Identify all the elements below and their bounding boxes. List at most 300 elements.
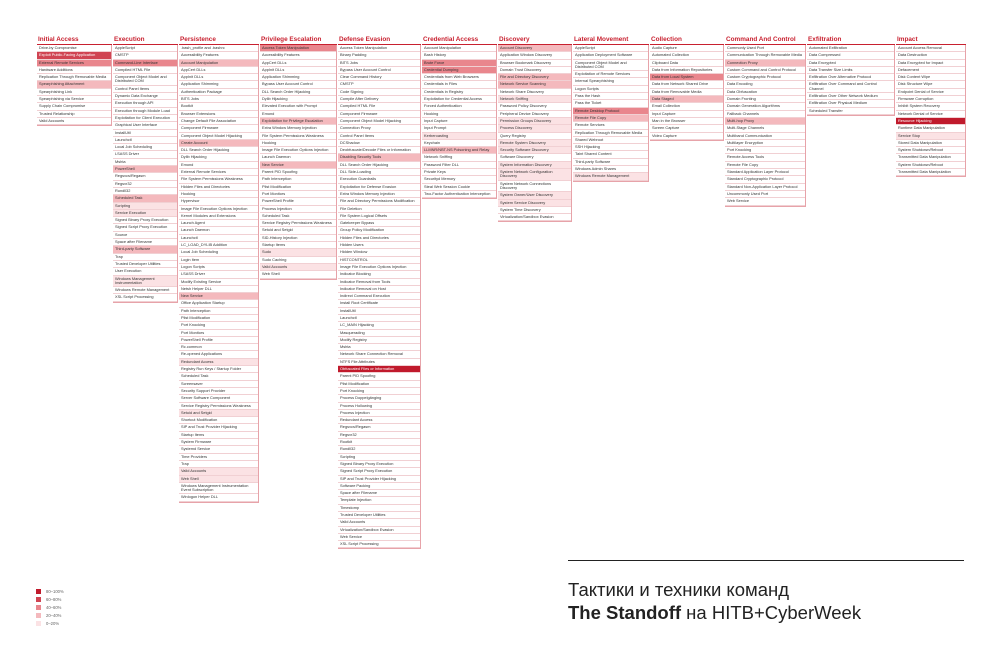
technique-cell: Access Token Manipulation <box>260 45 336 52</box>
technique-cell: Authentication Package <box>179 89 258 96</box>
technique-cell: Data Transfer Size Limits <box>807 67 894 74</box>
technique-cell: Local Job Scheduling <box>179 249 258 256</box>
tactic-header: Execution <box>114 36 145 43</box>
technique-cell: NTFS File Attributes <box>338 359 420 366</box>
technique-cell: Taint Shared Content <box>573 151 648 158</box>
technique-cell: Hidden Files and Directories <box>179 184 258 191</box>
technique-cell: LLMNR/NBT-NS Poisoning and Relay <box>422 147 496 154</box>
technique-cell: AppleScript <box>113 45 177 52</box>
technique-cell: Input Capture <box>650 111 723 118</box>
technique-cell: Indicator Removal on Host <box>338 286 420 293</box>
technique-cell: Service Registry Permissions Weakness <box>179 403 258 410</box>
technique-cell: Data from Information Repositories <box>650 67 723 74</box>
tactic-technique-list <box>113 45 178 303</box>
technique-cell: Disabling Security Tools <box>338 154 420 161</box>
technique-cell: Indirect Command Execution <box>338 293 420 300</box>
technique-cell: DLL Search Order Hijacking <box>260 89 336 96</box>
technique-cell: Resource Hijacking <box>896 118 965 125</box>
technique-cell: Systemd Service <box>179 446 258 453</box>
technique-cell: CMSTP <box>113 52 177 59</box>
technique-cell: Drive-by Compromise <box>37 45 111 52</box>
technique-cell: Hidden Files and Directories <box>338 235 420 242</box>
technique-cell: Startup Items <box>179 432 258 439</box>
technique-cell: Service Registry Permissions Weakness <box>260 220 336 227</box>
tactic-column <box>650 36 724 141</box>
technique-cell: Scheduled Transfer <box>807 108 894 115</box>
tactic-technique-list <box>37 45 112 126</box>
technique-cell: Extra Window Memory Injection <box>338 191 420 198</box>
technique-cell: Domain Generation Algorithms <box>725 103 805 110</box>
technique-cell: Service Stop <box>896 133 965 140</box>
technique-cell: File and Directory Permissions Modification <box>338 198 420 205</box>
tactic-header: Exfiltration <box>808 36 842 43</box>
technique-cell: PowerShell Profile <box>179 337 258 344</box>
technique-cell: Scripting <box>113 203 177 210</box>
technique-cell: Redundant Access <box>338 417 420 424</box>
legend-label: 40–60% <box>46 605 62 610</box>
technique-cell: Pass the Ticket <box>573 100 648 107</box>
legend-label: 60–80% <box>46 597 62 602</box>
technique-cell: InstallUtil <box>113 130 177 137</box>
technique-cell: Exfiltration Over Other Network Medium <box>807 93 894 100</box>
technique-cell: Application Shimming <box>179 81 258 88</box>
technique-cell: Hidden Window <box>338 249 420 256</box>
technique-cell: Process Injection <box>338 410 420 417</box>
technique-cell: Account Discovery <box>498 45 571 52</box>
technique-cell: Startup Items <box>260 242 336 249</box>
technique-cell: Service Execution <box>113 210 177 217</box>
technique-cell: SID-History Injection <box>260 235 336 242</box>
technique-cell: Fallback Channels <box>725 111 805 118</box>
technique-cell: Windows Management Instrumentation Event Subscription <box>179 483 258 495</box>
technique-cell: Runtime Data Manipulation <box>896 125 965 132</box>
technique-cell: Communication Through Removable Media <box>725 52 805 59</box>
technique-cell: SSH Hijacking <box>573 144 648 151</box>
legend-swatch <box>36 613 41 618</box>
technique-cell: Connection Proxy <box>338 125 420 132</box>
technique-cell: Process Injection <box>260 206 336 213</box>
technique-cell: Private Keys <box>422 169 496 176</box>
technique-cell: Endpoint Denial of Service <box>896 89 965 96</box>
technique-cell: Peripheral Device Discovery <box>498 111 571 118</box>
technique-cell: Trusted Developer Utilities <box>113 261 177 268</box>
technique-cell: Data from Network Shared Drive <box>650 81 723 88</box>
technique-cell: Multiband Communication <box>725 133 805 140</box>
technique-cell: System Information Discovery <box>498 162 571 169</box>
technique-cell: File and Directory Discovery <box>498 74 571 81</box>
legend-entry <box>36 588 64 595</box>
technique-cell: Application Deployment Software <box>573 52 648 59</box>
technique-cell: Code Signing <box>338 89 420 96</box>
technique-cell: Exfiltration Over Command and Control Channel <box>807 81 894 93</box>
technique-cell: Standard Cryptographic Protocol <box>725 176 805 183</box>
technique-cell: Indicator Removal from Tools <box>338 279 420 286</box>
technique-cell: SIP and Trust Provider Hijacking <box>179 424 258 431</box>
technique-cell: Kernel Modules and Extensions <box>179 213 258 220</box>
technique-cell: Standard Non-Application Layer Protocol <box>725 184 805 191</box>
tactic-column <box>422 36 497 199</box>
technique-cell: Mshta <box>113 159 177 166</box>
technique-cell: LSASS Driver <box>113 151 177 158</box>
technique-cell: Security Support Provider <box>179 388 258 395</box>
technique-cell: System Owner/User Discovery <box>498 192 571 199</box>
technique-cell: Server Software Component <box>179 395 258 402</box>
technique-cell: External Remote Services <box>37 60 111 67</box>
technique-cell: PowerShell <box>113 166 177 173</box>
technique-cell: Custom Cryptographic Protocol <box>725 74 805 81</box>
technique-cell: Netsh Helper DLL <box>179 286 258 293</box>
tactic-column <box>260 36 337 280</box>
technique-cell: Accessibility Features <box>260 52 336 59</box>
technique-cell: Component Object Model and Distributed COM <box>113 74 177 86</box>
technique-cell: Install Root Certificate <box>338 300 420 307</box>
technique-cell: Execution through API <box>113 100 177 107</box>
tactic-column <box>113 36 178 303</box>
technique-cell: Dylib Hijacking <box>179 154 258 161</box>
technique-cell: Standard Application Layer Protocol <box>725 169 805 176</box>
technique-cell: Plist Modification <box>338 381 420 388</box>
technique-cell: Execution through Module Load <box>113 108 177 115</box>
technique-cell: Rundll32 <box>113 188 177 195</box>
technique-cell: Trap <box>179 461 258 468</box>
technique-cell: Network Service Scanning <box>498 81 571 88</box>
technique-cell: Defacement <box>896 67 965 74</box>
technique-cell: Scripting <box>338 454 420 461</box>
technique-cell: Video Capture <box>650 133 723 140</box>
technique-cell: Valid Accounts <box>37 118 111 125</box>
technique-cell: Indicator Blocking <box>338 271 420 278</box>
technique-cell: Spearphishing via Service <box>37 96 111 103</box>
technique-cell: Launch Agent <box>179 220 258 227</box>
technique-cell: Web Shell <box>179 476 258 483</box>
legend-entry <box>36 604 64 611</box>
technique-cell: Port Knocking <box>338 388 420 395</box>
technique-cell: Clipboard Data <box>650 60 723 67</box>
technique-cell: Process Hollowing <box>338 403 420 410</box>
technique-cell: Multilayer Encryption <box>725 140 805 147</box>
technique-cell: Valid Accounts <box>260 264 336 271</box>
tactic-technique-list <box>896 45 966 177</box>
technique-cell: Bypass User Account Control <box>260 81 336 88</box>
technique-cell: Re-opened Applications <box>179 351 258 358</box>
technique-cell: Rc.common <box>179 344 258 351</box>
technique-cell: Dynamic Data Exchange <box>113 93 177 100</box>
technique-cell: Remote File Copy <box>725 162 805 169</box>
technique-cell: Steal Web Session Cookie <box>422 184 496 191</box>
technique-cell: Hidden Users <box>338 242 420 249</box>
technique-cell: DLL Side-Loading <box>338 169 420 176</box>
technique-cell: Input Prompt <box>422 125 496 132</box>
technique-cell: Password Policy Discovery <box>498 103 571 110</box>
technique-cell: Remote File Copy <box>573 115 648 122</box>
technique-cell: AppleScript <box>573 45 648 52</box>
technique-cell: Exploitation for Client Execution <box>113 115 177 122</box>
technique-cell: Compiled HTML File <box>338 103 420 110</box>
technique-cell: Process Doppelgänging <box>338 395 420 402</box>
technique-cell: BITS Jobs <box>338 60 420 67</box>
technique-cell: Template Injection <box>338 497 420 504</box>
technique-cell: Regsvcs/Regasm <box>113 173 177 180</box>
technique-cell: Execution Guardrails <box>338 176 420 183</box>
technique-cell: New Service <box>260 162 336 169</box>
technique-cell: SIP and Trust Provider Hijacking <box>338 476 420 483</box>
legend-label: 0–20% <box>46 621 60 626</box>
tactic-column <box>179 36 259 503</box>
technique-cell: Trap <box>113 254 177 261</box>
technique-cell: Software Packing <box>338 483 420 490</box>
technique-cell: Accessibility Features <box>179 52 258 59</box>
technique-cell: Windows Remote Management <box>573 173 648 180</box>
title-line-1: Тактики и техники команд <box>568 579 790 600</box>
technique-cell: Setuid and Setgid <box>260 227 336 234</box>
technique-cell: Supply Chain Compromise <box>37 103 111 110</box>
technique-cell: Component Object Model and Distributed COM <box>573 60 648 72</box>
technique-cell: Remote Desktop Protocol <box>573 108 648 115</box>
technique-cell: Virtualization/Sandbox Evasion <box>498 214 571 221</box>
tactic-column <box>725 36 806 207</box>
technique-cell: Domain Trust Discovery <box>498 67 571 74</box>
technique-cell: Data Encoding <box>725 81 805 88</box>
legend <box>36 588 64 628</box>
technique-cell: Audio Capture <box>650 45 723 52</box>
tactic-header: Command And Control <box>726 36 796 43</box>
legend-swatch <box>36 605 41 610</box>
technique-cell: Transmitted Data Manipulation <box>896 154 965 161</box>
technique-cell: Network Denial of Service <box>896 111 965 118</box>
technique-cell: Screen Capture <box>650 125 723 132</box>
title-event: на HITB+CyberWeek <box>681 602 862 623</box>
technique-cell: Spearphishing Attachment <box>37 81 111 88</box>
technique-cell: Disk Content Wipe <box>896 74 965 81</box>
technique-cell: Account Manipulation <box>179 60 258 67</box>
technique-cell: Logon Scripts <box>573 86 648 93</box>
technique-cell: Brute Force <box>422 60 496 67</box>
technique-cell: Scheduled Task <box>260 213 336 220</box>
technique-cell: Space after Filename <box>338 490 420 497</box>
technique-cell: Spearphishing Link <box>37 89 111 96</box>
technique-cell: Automated Exfiltration <box>807 45 894 52</box>
technique-cell: XSL Script Processing <box>113 294 177 301</box>
legend-entry <box>36 620 64 627</box>
technique-cell: Uncommonly Used Port <box>725 191 805 198</box>
technique-cell: Elevated Execution with Prompt <box>260 103 336 110</box>
technique-cell: Compile After Delivery <box>338 96 420 103</box>
technique-cell: System Time Discovery <box>498 207 571 214</box>
technique-cell: Binary Padding <box>338 52 420 59</box>
tactic-header: Lateral Movement <box>574 36 629 43</box>
tactic-column <box>498 36 572 222</box>
technique-cell: Gatekeeper Bypass <box>338 220 420 227</box>
technique-cell: Port Knocking <box>179 322 258 329</box>
technique-cell: Trusted Developer Utilities <box>338 512 420 519</box>
technique-cell: Image File Execution Options Injection <box>260 147 336 154</box>
technique-cell: Hooking <box>260 140 336 147</box>
technique-cell: LC_MAIN Hijacking <box>338 322 420 329</box>
technique-cell: Custom Command and Control Protocol <box>725 67 805 74</box>
technique-cell: Data Destruction <box>896 52 965 59</box>
technique-cell: Clear Command History <box>338 74 420 81</box>
technique-cell: DLL Search Order Hijacking <box>338 162 420 169</box>
technique-cell: Image File Execution Options Injection <box>179 206 258 213</box>
technique-cell: Scheduled Task <box>179 373 258 380</box>
technique-cell: Hooking <box>179 191 258 198</box>
technique-cell: Sudo <box>260 249 336 256</box>
technique-cell: Automated Collection <box>650 52 723 59</box>
tactic-header: Persistence <box>180 36 216 43</box>
technique-cell: Component Object Model Hijacking <box>338 118 420 125</box>
technique-cell: Login Item <box>179 257 258 264</box>
technique-cell: Timestomp <box>338 505 420 512</box>
technique-cell: DLL Search Order Hijacking <box>179 147 258 154</box>
technique-cell: LSASS Driver <box>179 271 258 278</box>
technique-cell: Sudo Caching <box>260 257 336 264</box>
technique-cell: Winlogon Helper DLL <box>179 494 258 501</box>
technique-cell: BITS Jobs <box>179 96 258 103</box>
technique-cell: Mshta <box>338 344 420 351</box>
technique-cell: Rundll32 <box>338 446 420 453</box>
technique-cell: LC_LOAD_DYLIB Addition <box>179 242 258 249</box>
technique-cell: Local Job Scheduling <box>113 144 177 151</box>
technique-cell: Path Interception <box>260 176 336 183</box>
technique-cell: Third-party Software <box>113 246 177 253</box>
technique-cell: Replication Through Removable Media <box>573 130 648 137</box>
technique-cell: Connection Proxy <box>725 60 805 67</box>
technique-cell: Network Sniffing <box>498 96 571 103</box>
technique-cell: AppCert DLLs <box>179 67 258 74</box>
tactic-header: Impact <box>897 36 918 43</box>
technique-cell: Securityd Memory <box>422 176 496 183</box>
tactic-header: Privilege Escalation <box>261 36 322 43</box>
technique-cell: Pass the Hash <box>573 93 648 100</box>
technique-cell: CMSTP <box>338 81 420 88</box>
technique-cell: Virtualization/Sandbox Evasion <box>338 527 420 534</box>
technique-cell: System Network Configuration Discovery <box>498 169 571 181</box>
technique-cell: Valid Accounts <box>338 519 420 526</box>
legend-entry <box>36 596 64 603</box>
technique-cell: Office Application Startup <box>179 300 258 307</box>
technique-cell: Credential Dumping <box>422 67 496 74</box>
technique-cell: Change Default File Association <box>179 118 258 125</box>
technique-cell: Source <box>113 232 177 239</box>
technique-cell: Browser Bookmark Discovery <box>498 60 571 67</box>
technique-cell: DCShadow <box>338 140 420 147</box>
technique-cell: AppCert DLLs <box>260 60 336 67</box>
technique-cell: Control Panel Items <box>113 86 177 93</box>
technique-cell: Hardware Additions <box>37 67 111 74</box>
technique-cell: Web Shell <box>260 271 336 278</box>
tactic-technique-list <box>807 45 895 116</box>
technique-cell: Image File Execution Options Injection <box>338 264 420 271</box>
technique-cell: Multi-hop Proxy <box>725 118 805 125</box>
technique-cell: Access Token Manipulation <box>338 45 420 52</box>
technique-cell: Exploitation for Credential Access <box>422 96 496 103</box>
technique-cell: Web Service <box>338 534 420 541</box>
technique-cell: Application Shimming <box>260 74 336 81</box>
technique-cell: Software Discovery <box>498 154 571 161</box>
technique-cell: Signed Binary Proxy Execution <box>338 461 420 468</box>
technique-cell: Masquerading <box>338 330 420 337</box>
tactic-column <box>37 36 112 126</box>
technique-cell: Internal Spearphishing <box>573 78 648 85</box>
technique-cell: Deobfuscate/Decode Files or Information <box>338 147 420 154</box>
technique-cell: Parent PID Spoofing <box>260 169 336 176</box>
technique-cell: Permission Groups Discovery <box>498 118 571 125</box>
legend-swatch <box>36 621 41 626</box>
technique-cell: Path Interception <box>179 308 258 315</box>
title-line-2 <box>568 601 968 624</box>
technique-cell: Shortcut Modification <box>179 417 258 424</box>
title-team-name: The Standoff <box>568 602 682 623</box>
tactic-technique-list <box>498 45 572 222</box>
technique-cell: Third-party Software <box>573 159 648 166</box>
technique-cell: File System Permissions Weakness <box>179 176 258 183</box>
technique-cell: InstallUtil <box>338 308 420 315</box>
technique-cell: Logon Scripts <box>179 264 258 271</box>
technique-cell: Extra Window Memory Injection <box>260 125 336 132</box>
technique-cell: Data Encrypted <box>807 60 894 67</box>
technique-cell: Stored Data Manipulation <box>896 140 965 147</box>
technique-cell: Exploitation of Remote Services <box>573 71 648 78</box>
technique-cell: Command-Line Interface <box>113 60 177 67</box>
tactic-technique-list <box>650 45 724 141</box>
technique-cell: Compiled HTML File <box>113 67 177 74</box>
technique-cell: Scheduled Task <box>113 195 177 202</box>
technique-cell: Launchctl <box>113 137 177 144</box>
technique-cell: Data Compressed <box>807 52 894 59</box>
technique-cell: Credentials from Web Browsers <box>422 74 496 81</box>
technique-cell: Bootkit <box>179 103 258 110</box>
tactic-column <box>338 36 421 549</box>
legend-label: 80–100% <box>46 589 64 594</box>
technique-cell: Data Staged <box>650 96 723 103</box>
title-divider <box>568 560 964 561</box>
technique-cell: Exfiltration Over Alternative Protocol <box>807 74 894 81</box>
technique-cell: Windows Remote Management <box>113 287 177 294</box>
technique-cell: Launchctl <box>338 315 420 322</box>
technique-cell: Windows Management Instrumentation <box>113 276 177 288</box>
technique-cell: Windows Admin Shares <box>573 166 648 173</box>
technique-cell: HISTCONTROL <box>338 257 420 264</box>
technique-cell: Launch Daemon <box>179 227 258 234</box>
tactic-column <box>807 36 895 116</box>
technique-cell: Kerberoasting <box>422 133 496 140</box>
technique-cell: Screensaver <box>179 381 258 388</box>
technique-cell: Group Policy Modification <box>338 227 420 234</box>
technique-cell: Network Sniffing <box>422 154 496 161</box>
technique-cell: Forced Authentication <box>422 103 496 110</box>
technique-cell: Modify Existing Service <box>179 279 258 286</box>
technique-cell: Create Account <box>179 140 258 147</box>
technique-cell: Registry Run Keys / Startup Folder <box>179 366 258 373</box>
technique-cell: System Firmware <box>179 439 258 446</box>
technique-cell: Regsvr32 <box>113 181 177 188</box>
technique-cell: Component Object Model Hijacking <box>179 133 258 140</box>
technique-cell: Account Access Removal <box>896 45 965 52</box>
technique-cell: Process Discovery <box>498 125 571 132</box>
technique-cell: Remote System Discovery <box>498 140 571 147</box>
technique-cell: Parent PID Spoofing <box>338 373 420 380</box>
technique-cell: PowerShell Profile <box>260 198 336 205</box>
technique-cell: Web Service <box>725 198 805 205</box>
technique-cell: Emond <box>260 111 336 118</box>
technique-cell: Graphical User Interface <box>113 122 177 129</box>
technique-cell: Redundant Access <box>179 359 258 366</box>
technique-cell: Signed Script Proxy Execution <box>113 224 177 231</box>
technique-cell: Multi-Stage Channels <box>725 125 805 132</box>
technique-cell: Credentials in Files <box>422 81 496 88</box>
technique-cell: Hypervisor <box>179 198 258 205</box>
tactic-technique-list <box>725 45 806 207</box>
